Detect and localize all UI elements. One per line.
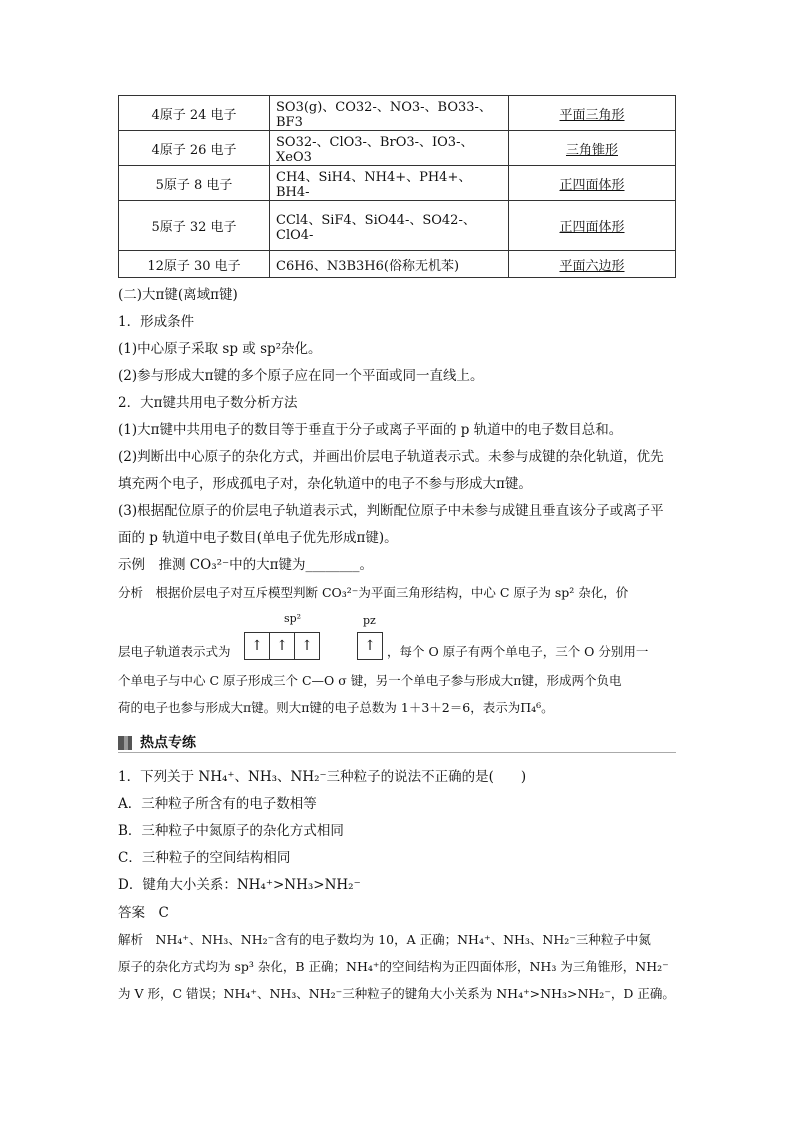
- table-cell-shape: 正四面体形: [509, 166, 676, 201]
- sp2-orbital-boxes: [244, 632, 320, 660]
- paragraph: (3)根据配位原子的价层电子轨道表示式，判断配位原子中未参与成键且垂直该分子或离子平: [118, 503, 664, 519]
- question-stem: 1．下列关于 NH₄⁺、NH₃、NH₂⁻三种粒子的说法不正确的是( ): [118, 769, 527, 785]
- molecule-shape-table: [118, 95, 676, 278]
- table-cell-examples: CH4、SiH4、NH4+、PH4+、BH4-: [270, 166, 509, 201]
- table-row: [119, 201, 676, 251]
- table-cell-examples: C6H6、N3B3H6(俗称无机苯): [270, 251, 509, 278]
- table-row: [119, 131, 676, 166]
- analysis-line: 个单电子与中心 C 原子形成三个 C—O σ 键，另一个单电子参与形成大π键，形成两个负电: [118, 673, 622, 688]
- option-a: A．三种粒子所含有的电子数相等: [118, 796, 317, 812]
- table-cell-structure: 12原子 30 电子: [119, 251, 270, 278]
- table-cell-shape: 三角锥形: [509, 131, 676, 166]
- subheading: 2．大π键共用电子数分析方法: [118, 395, 298, 411]
- table-cell-shape: 平面三角形: [509, 96, 676, 131]
- table-cell-structure: 5原子 32 电子: [119, 201, 270, 251]
- analysis-line: 层电子轨道表示式为: [118, 644, 231, 659]
- option-b: B．三种粒子中氮原子的杂化方式相同: [118, 823, 344, 839]
- explanation-line: 为 V 形，C 错误；NH₄⁺、NH₃、NH₂⁻三种粒子的键角大小关系为 NH₄⁺>NH₃>NH₂⁻，D 正确。: [118, 986, 675, 1001]
- paragraph: (2)判断出中心原子的杂化方式，并画出价层电子轨道表示式。未参与成键的杂化轨道，优先: [118, 449, 664, 465]
- section-heading: (二)大π键(离域π键): [118, 287, 238, 303]
- practice-section-header: [118, 733, 676, 753]
- explanation-line: 原子的杂化方式均为 sp³ 杂化，B 正确；NH₄⁺的空间结构为正四面体形，NH₃ 为三角锥形，NH₂⁻: [118, 959, 669, 974]
- paragraph: (1)中心原子采取 sp 或 sp²杂化。: [118, 341, 322, 357]
- table-row: [119, 251, 676, 278]
- orbital-pz-label: pz: [363, 614, 376, 627]
- table-row: [119, 166, 676, 201]
- table-cell-structure: 4原子 24 电子: [119, 96, 270, 131]
- table-cell-examples: SO3(g)、CO32-、NO3-、BO33-、BF3: [270, 96, 509, 131]
- table-cell-structure: 4原子 26 电子: [119, 131, 270, 166]
- section-marker-stripe: [124, 736, 128, 750]
- subheading: 1．形成条件: [118, 314, 195, 330]
- table-cell-examples: CCl4、SiF4、SiO44-、SO42-、ClO4-: [270, 201, 509, 251]
- up-arrow-icon: ↑: [301, 638, 313, 654]
- pz-orbital-box: [357, 632, 383, 660]
- example-line: 示例 推测 CO₃²⁻中的大π键为________。: [118, 557, 374, 573]
- analysis-line: 荷的电子也参与形成大π键。则大π键的电子总数为 1＋3＋2＝6，表示为Π₄⁶。: [118, 700, 554, 715]
- up-arrow-icon: ↑: [270, 633, 295, 659]
- table-cell-examples: SO32-、ClO3-、BrO3-、IO3-、XeO3: [270, 131, 509, 166]
- option-c: C．三种粒子的空间结构相同: [118, 850, 291, 866]
- practice-title: 热点专练: [140, 735, 196, 751]
- explanation-line: 解析 NH₄⁺、NH₃、NH₂⁻含有的电子数均为 10，A 正确；NH₄⁺、NH₃、NH₂⁻三种粒子中氮: [118, 932, 651, 947]
- divider: [118, 752, 676, 753]
- analysis-line: ，每个 O 原子有两个单电子，三个 O 分别用一: [387, 644, 649, 659]
- up-arrow-icon: ↑: [364, 638, 376, 654]
- paragraph: 填充两个电子，形成孤电子对，杂化轨道中的电子不参与形成大π键。: [118, 476, 532, 492]
- paragraph: 面的 p 轨道中电子数目(单电子优先形成π键)。: [118, 530, 398, 546]
- orbital-sp2-label: sp²: [284, 612, 302, 625]
- table-cell-structure: 5原子 8 电子: [119, 166, 270, 201]
- up-arrow-icon: ↑: [245, 633, 270, 659]
- paragraph: (1)大π键中共用电子的数目等于垂直于分子或离子平面的 p 轨道中的电子数目总和。: [118, 422, 623, 438]
- table-row: [119, 96, 676, 131]
- table-cell-shape: 平面六边形: [509, 251, 676, 278]
- answer-line: 答案 C: [118, 905, 169, 921]
- analysis-line: 分析 根据价层电子对互斥模型判断 CO₃²⁻为平面三角形结构，中心 C 原子为 sp² 杂化，价: [118, 585, 629, 600]
- option-d: D．键角大小关系：NH₄⁺>NH₃>NH₂⁻: [118, 877, 361, 893]
- table-cell-shape: 正四面体形: [509, 201, 676, 251]
- paragraph: (2)参与形成大π键的多个原子应在同一个平面或同一直线上。: [118, 368, 484, 384]
